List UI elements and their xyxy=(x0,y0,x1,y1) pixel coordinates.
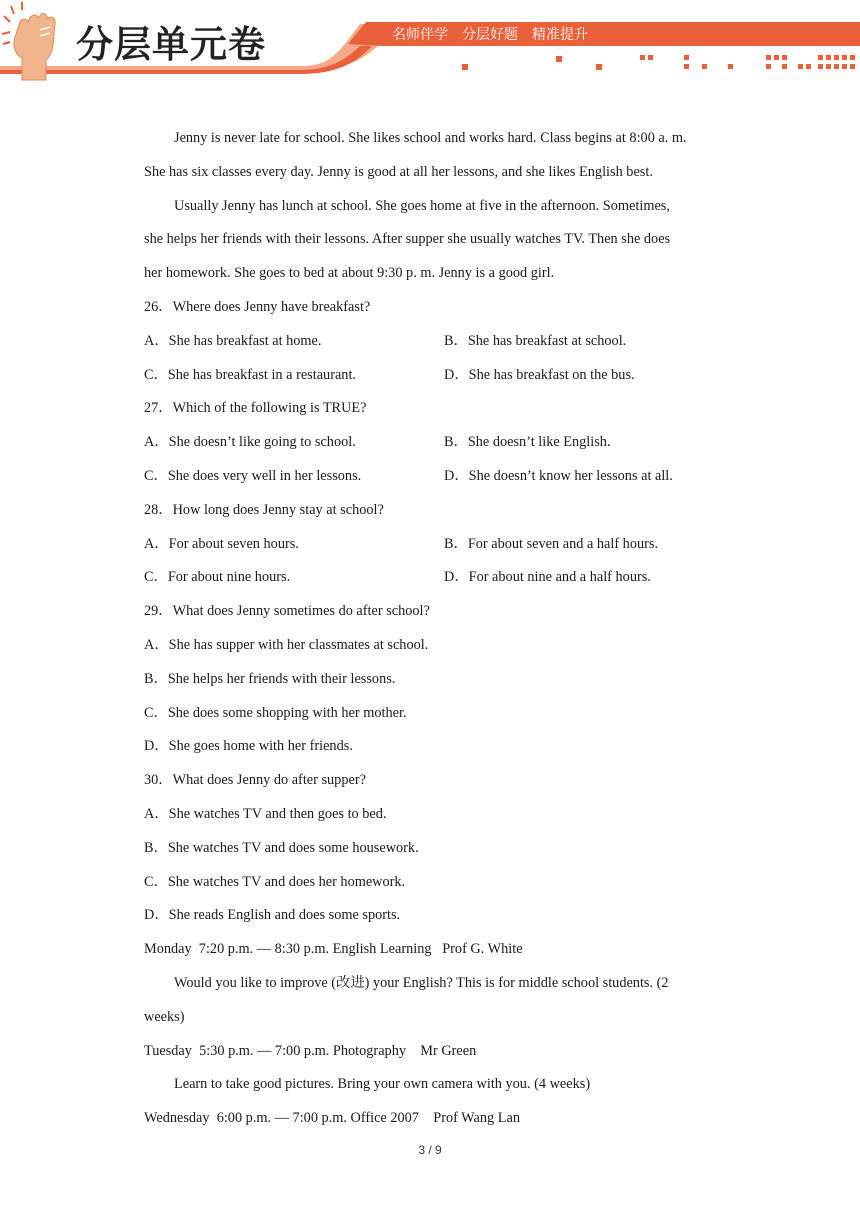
option-b: B．She helps her friends with their lessons. xyxy=(144,670,396,687)
question-stem: 30．What does Jenny do after supper? xyxy=(144,772,366,789)
option-d: D．She reads English and does some sports. xyxy=(144,907,401,924)
question-stem: 27．Which of the following is TRUE? xyxy=(144,400,367,417)
passage-line: Usually Jenny has lunch at school. She goes home at five in the afternoon. Sometimes, xyxy=(174,197,670,214)
passage-line: Jenny is never late for school. She likes school and works hard. Class begins at 8:00 a. m. xyxy=(174,130,687,146)
option-b: B．She doesn’t like English. xyxy=(444,434,611,451)
passage-line: her homework. She goes to bed at about 9:30 p. m. Jenny is a good girl. xyxy=(144,265,555,282)
option-d: D．She has breakfast on the bus. xyxy=(444,366,635,383)
option-c: C．She does very well in her lessons. xyxy=(144,467,362,484)
schedule-tuesday-desc: Learn to take good pictures. Bring your own camera with you. (4 weeks) xyxy=(174,1076,591,1093)
option-a: A．She has supper with her classmates at school. xyxy=(144,636,429,653)
option-b: B．She watches TV and does some housework. xyxy=(144,839,419,856)
page-header xyxy=(0,0,860,90)
brand-slogan: 名师伴学 分层好题 精准提升 xyxy=(392,27,588,43)
option-a: A．She watches TV and then goes to bed. xyxy=(144,805,387,822)
schedule-tuesday: Tuesday 5:30 p.m. — 7:00 p.m. Photography Mr Green xyxy=(144,1042,477,1059)
option-row xyxy=(144,561,724,595)
option-row xyxy=(144,325,724,359)
option-a: A．She has breakfast at home. xyxy=(144,332,322,349)
option-row xyxy=(144,359,724,393)
schedule-monday-desc: Would you like to improve (改进) your English? This is for middle school students. (2 xyxy=(174,974,669,991)
option-b: B．For about seven and a half hours. xyxy=(444,535,659,552)
page-number: 3 / 9 xyxy=(418,1143,442,1157)
option-a: A．She doesn’t like going to school. xyxy=(144,434,356,451)
option-row xyxy=(144,426,724,460)
option-c: C．She has breakfast in a restaurant. xyxy=(144,366,357,383)
schedule-monday-desc: weeks) xyxy=(144,1008,185,1025)
passage-line: She has six classes every day. Jenny is good at all her lessons, and she likes English best. xyxy=(144,163,653,180)
option-d: D．She goes home with her friends. xyxy=(144,738,353,755)
schedule-wednesday: Wednesday 6:00 p.m. — 7:00 p.m. Office 2007 Prof Wang Lan xyxy=(144,1110,520,1127)
brand-title: 分层单元卷 xyxy=(76,23,266,66)
option-d: D．She doesn’t know her lessons at all. xyxy=(444,467,673,484)
option-row xyxy=(144,528,724,562)
passage-line: she helps her friends with their lessons. After supper she usually watches TV. Then she does xyxy=(144,231,671,248)
question-stem: 29．What does Jenny sometimes do after school? xyxy=(144,603,430,620)
option-c: C．She watches TV and does her homework. xyxy=(144,873,406,890)
option-c: C．She does some shopping with her mother. xyxy=(144,704,407,721)
question-stem: 26．Where does Jenny have breakfast? xyxy=(144,298,371,315)
decorative-dots xyxy=(462,55,855,70)
page-content xyxy=(144,122,724,1136)
schedule-monday: Monday 7:20 p.m. — 8:30 p.m. English Learning Prof G. White xyxy=(144,941,523,958)
question-stem: 28．How long does Jenny stay at school? xyxy=(144,501,384,518)
option-c: C．For about nine hours. xyxy=(144,569,291,586)
option-a: A．For about seven hours. xyxy=(144,535,299,552)
option-row xyxy=(144,460,724,494)
option-d: D．For about nine and a half hours. xyxy=(444,569,651,586)
option-b: B．She has breakfast at school. xyxy=(444,332,627,349)
